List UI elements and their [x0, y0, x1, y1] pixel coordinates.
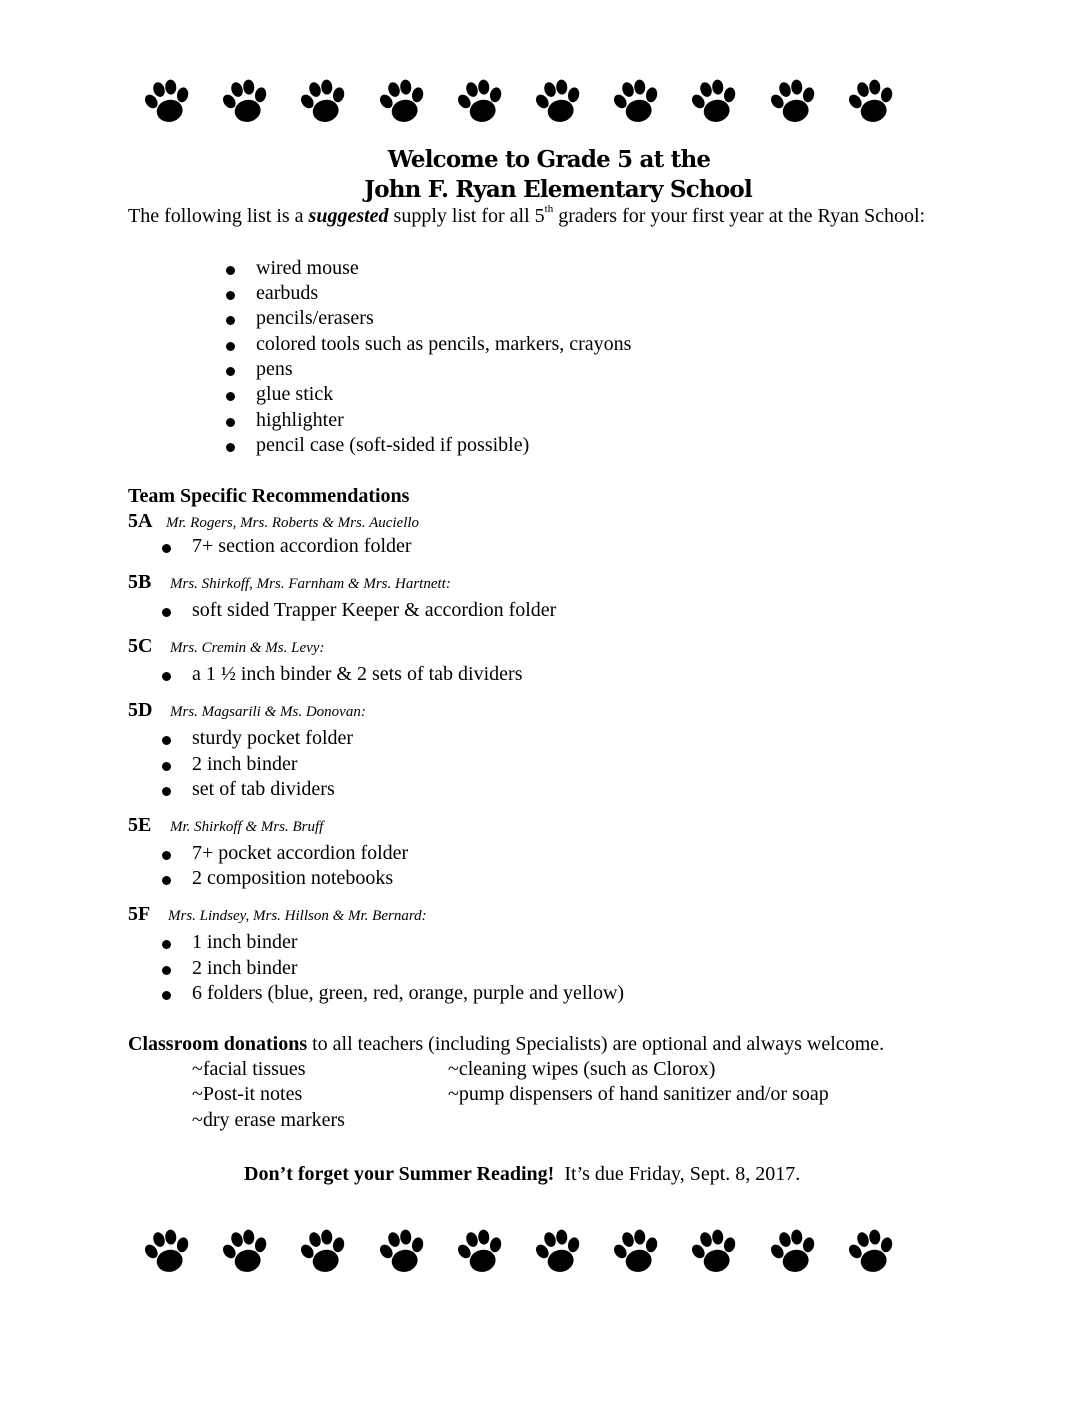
donation-item: ~Post-it notes	[192, 1083, 303, 1105]
team-code: 5E	[128, 814, 152, 836]
supply-item: pens	[256, 358, 293, 380]
team-code: 5F	[128, 903, 151, 925]
paw-print-icon	[610, 1226, 664, 1280]
paw-print-icon	[376, 76, 430, 130]
paw-print-icon	[845, 76, 899, 130]
team-item: set of tab dividers	[192, 778, 335, 800]
supply-item: wired mouse	[256, 257, 359, 279]
supply-item: earbuds	[256, 282, 319, 304]
team-item: 2 composition notebooks	[192, 867, 394, 889]
intro-emphasis: suggested	[308, 205, 389, 227]
donation-item: ~dry erase markers	[192, 1109, 345, 1131]
donations-heading: Classroom donations	[128, 1033, 308, 1055]
team-code: 5A	[128, 510, 153, 532]
donation-item: ~pump dispensers of hand sanitizer and/or soap	[448, 1083, 829, 1105]
paw-print-icon	[767, 76, 821, 130]
team-code: 5D	[128, 699, 153, 721]
paw-print-icon	[454, 76, 508, 130]
donation-item: ~facial tissues	[192, 1058, 306, 1080]
paw-print-icon	[454, 1226, 508, 1280]
supply-item: pencils/erasers	[256, 307, 374, 329]
paw-print-icon	[610, 76, 664, 130]
team-item: 6 folders (blue, green, red, orange, purple and yellow)	[192, 982, 625, 1004]
team-item: 2 inch binder	[192, 957, 298, 979]
paw-print-icon	[688, 1226, 742, 1280]
paw-print-icon	[376, 1226, 430, 1280]
paw-print-icon	[767, 1226, 821, 1280]
team-item: 1 inch binder	[192, 931, 298, 953]
paw-print-icon	[688, 76, 742, 130]
top-paw-border	[141, 76, 901, 136]
donation-item: ~cleaning wipes (such as Clorox)	[448, 1058, 716, 1080]
paw-print-icon	[532, 1226, 586, 1280]
paw-print-icon	[532, 76, 586, 130]
team-teachers: Mrs. Cremin & Ms. Levy:	[170, 640, 325, 656]
team-code: 5B	[128, 571, 152, 593]
team-code: 5C	[128, 635, 153, 657]
team-heading: Team Specific Recommendations	[128, 485, 410, 507]
supply-item: highlighter	[256, 409, 344, 431]
team-item: 7+ pocket accordion folder	[192, 842, 409, 864]
paw-print-icon	[297, 1226, 351, 1280]
supply-item: colored tools such as pencils, markers, crayons	[256, 333, 632, 355]
page-title-line-2: John F. Ryan Elementary School	[364, 176, 752, 203]
team-item: soft sided Trapper Keeper & accordion folder	[192, 599, 557, 621]
team-item: 2 inch binder	[192, 753, 298, 775]
paw-print-icon	[141, 1226, 195, 1280]
paw-print-icon	[141, 76, 195, 130]
paw-print-icon	[297, 76, 351, 130]
paw-print-icon	[219, 1226, 273, 1280]
team-teachers: Mr. Shirkoff & Mrs. Bruff	[170, 819, 324, 835]
team-teachers: Mrs. Magsarili & Ms. Donovan:	[170, 704, 366, 720]
intro-paragraph: The following list is a suggested supply list for all 5th graders for your first year at the Ryan School:	[128, 203, 926, 227]
reminder-bold: Don’t forget your Summer Reading!	[244, 1163, 555, 1185]
paw-print-icon	[845, 1226, 899, 1280]
bottom-paw-border	[141, 1226, 901, 1286]
team-teachers: Mrs. Shirkoff, Mrs. Farnham & Mrs. Hartnett:	[170, 576, 451, 592]
team-item: sturdy pocket folder	[192, 727, 354, 749]
team-item: a 1 ½ inch binder & 2 sets of tab dividers	[192, 663, 523, 685]
supply-item: glue stick	[256, 383, 334, 405]
team-teachers: Mr. Rogers, Mrs. Roberts & Mrs. Auciello	[166, 515, 420, 531]
team-teachers: Mrs. Lindsey, Mrs. Hillson & Mr. Bernard:	[168, 908, 427, 924]
paw-print-icon	[219, 76, 273, 130]
supply-item: pencil case (soft-sided if possible)	[256, 434, 530, 456]
donations-paragraph: Classroom donations to all teachers (including Specialists) are optional and always welcome.	[128, 1033, 885, 1055]
page-title-line-1: Welcome to Grade 5 at the	[387, 146, 711, 173]
team-item: 7+ section accordion folder	[192, 535, 412, 557]
summer-reading-reminder: Don’t forget your Summer Reading! It’s due Friday, Sept. 8, 2017.	[244, 1163, 801, 1185]
